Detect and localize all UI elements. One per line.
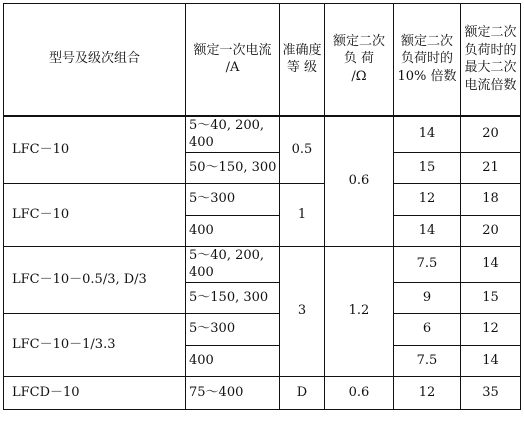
max-multiple-cell: 12: [461, 313, 521, 345]
table-row: [4, 376, 521, 409]
model-cell: LFC－10－1/3.3: [4, 313, 186, 376]
model-cell: LFCD－10: [4, 376, 186, 409]
ten-pct-cell: 9: [394, 282, 461, 313]
ten-pct-cell: 12: [394, 183, 461, 215]
max-multiple-cell: 35: [461, 376, 521, 409]
table-row: [4, 313, 521, 345]
current-cell: 400: [186, 345, 280, 376]
header-max-multiple: 额定二次 负荷时的 最大二次 电流倍数: [461, 4, 521, 116]
table-row: [4, 116, 521, 153]
accuracy-cell: D: [280, 376, 325, 409]
max-multiple-cell: 14: [461, 246, 521, 282]
current-cell: 5～40, 200, 400: [186, 246, 280, 282]
ten-pct-cell: 15: [394, 152, 461, 183]
ten-pct-cell: 12: [394, 376, 461, 409]
header-rated-load: 额定二次 负 荷 /Ω: [325, 4, 394, 116]
accuracy-cell: 3: [280, 246, 325, 376]
model-cell: LFC－10－0.5/3, D/3: [4, 246, 186, 313]
load-cell: 1.2: [325, 246, 394, 376]
current-cell: 5～300: [186, 183, 280, 215]
max-multiple-cell: 21: [461, 152, 521, 183]
max-multiple-cell: 14: [461, 345, 521, 376]
current-cell: 5～300: [186, 313, 280, 345]
ten-pct-cell: 14: [394, 215, 461, 246]
header-rated-current: 额定一次电流 /A: [186, 4, 280, 116]
ten-pct-cell: 7.5: [394, 345, 461, 376]
accuracy-cell: 1: [280, 183, 325, 246]
accuracy-cell: 0.5: [280, 116, 325, 184]
ct-spec-table: [3, 3, 521, 410]
current-cell: 5～150, 300: [186, 282, 280, 313]
header-accuracy: 准确度 等 级: [280, 4, 325, 116]
max-multiple-cell: 15: [461, 282, 521, 313]
model-cell: LFC－10: [4, 183, 186, 246]
load-cell: 0.6: [325, 376, 394, 409]
current-cell: 400: [186, 215, 280, 246]
max-multiple-cell: 20: [461, 215, 521, 246]
ten-pct-cell: 6: [394, 313, 461, 345]
header-ten-pct-multiple: 额定二次 负荷时的 10% 倍数: [394, 4, 461, 116]
max-multiple-cell: 18: [461, 183, 521, 215]
max-multiple-cell: 20: [461, 116, 521, 153]
ten-pct-cell: 7.5: [394, 246, 461, 282]
current-cell: 50～150, 300: [186, 152, 280, 183]
table-row: [4, 183, 521, 215]
model-cell: LFC－10: [4, 116, 186, 184]
ten-pct-cell: 14: [394, 116, 461, 153]
load-cell: 0.6: [325, 116, 394, 247]
header-row: [4, 4, 521, 116]
table-row: [4, 246, 521, 282]
header-model: 型号及级次组合: [4, 4, 186, 116]
current-cell: 75～400: [186, 376, 280, 409]
current-cell: 5～40, 200, 400: [186, 116, 280, 153]
